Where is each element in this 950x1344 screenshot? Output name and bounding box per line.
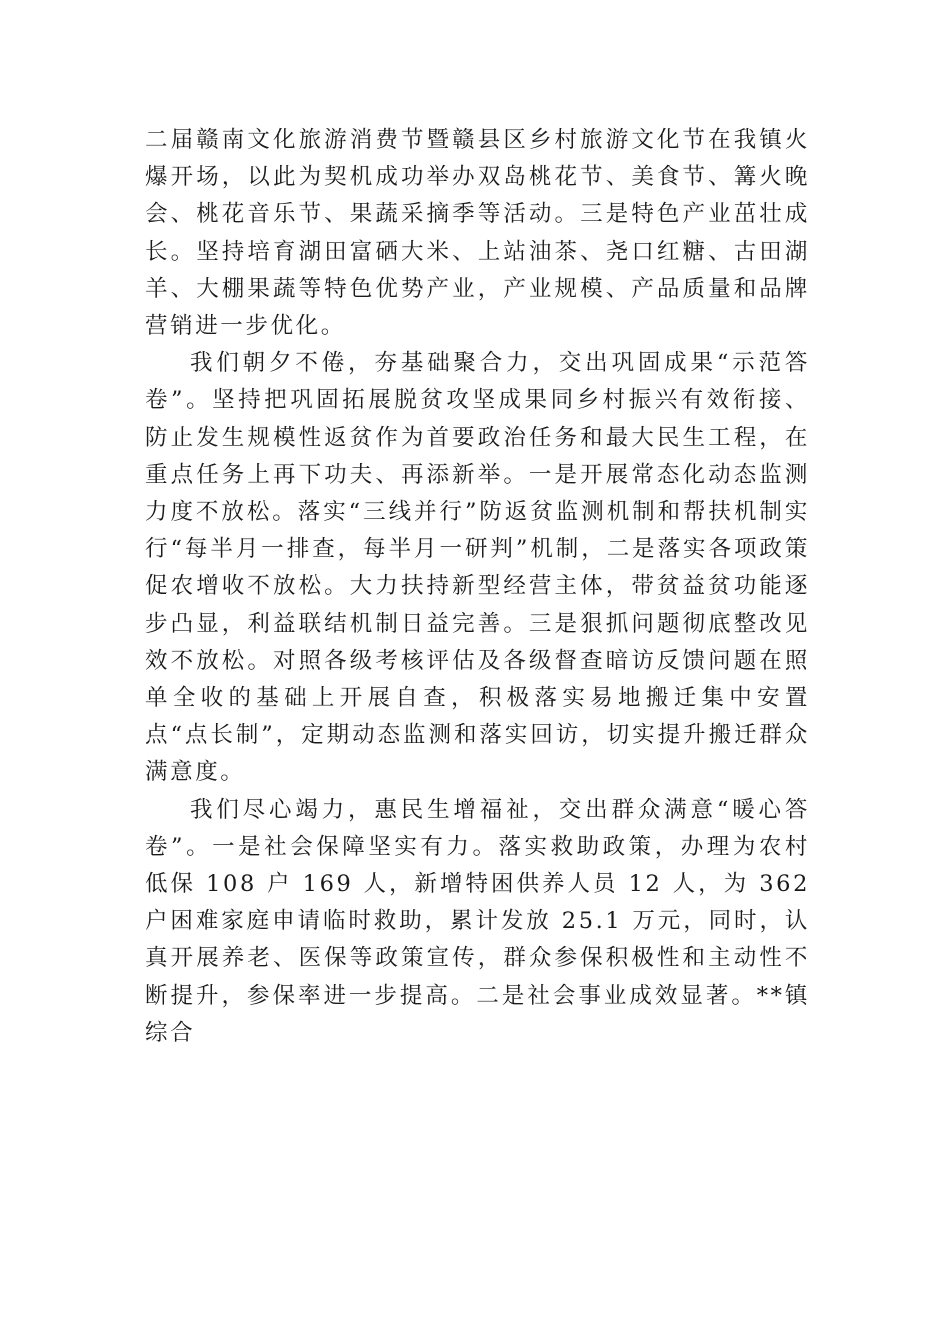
paragraph-tourism-industry: 二届赣南文化旅游消费节暨赣县区乡村旅游文化节在我镇火爆开场，以此为契机成功举办双岛桃花节、美食节、篝火晚会、桃花音乐节、果蔬采摘季等活动。三是特色产业茁壮成长。坚持培育湖田富硒大米、上站油茶、尧口红糖、古田湖羊、大棚果蔬等特色优势产业，产业规模、产品质量和品牌营销进一步优化。 (145, 127, 810, 340)
document-body (145, 122, 810, 1052)
paragraph-poverty-consolidation: 我们朝夕不倦，夯基础聚合力，交出巩固成果“示范答卷”。坚持把巩固拓展脱贫攻坚成果同乡村振兴有效衔接、防止发生规模性返贫作为首要政治任务和最大民生工程，在重点任务上再下功夫、再添新举。一是开展常态化动态监测力度不放松。落实“三线并行”防返贫监测机制和帮扶机制实行“每半月一排查，每半月一研判”机制，二是落实各项政策促农增收不放松。大力扶持新型经营主体，带贫益贫功能逐步凸显，利益联结机制日益完善。三是狠抓问题彻底整改见效不放松。对照各级考核评估及各级督查暗访反馈问题在照单全收的基础上开展自查，积极落实易地搬迁集中安置点“点长制”，定期动态监测和落实回访，切实提升搬迁群众满意度。 (145, 350, 810, 786)
paragraph-livelihood: 我们尽心竭力，惠民生增福祉，交出群众满意“暖心答卷”。一是社会保障坚实有力。落实救助政策，办理为农村低保 108 户 169 人，新增特困供养人员 12 人，为 362 户困难家庭申请临时救助，累计发放 25.1 万元，同时，认真开展养老、医保等政策宣传，群众参保积极性和主动性不断提升，参保率进一步提高。二是社会事业成效显著。**镇综合 (145, 796, 810, 1046)
